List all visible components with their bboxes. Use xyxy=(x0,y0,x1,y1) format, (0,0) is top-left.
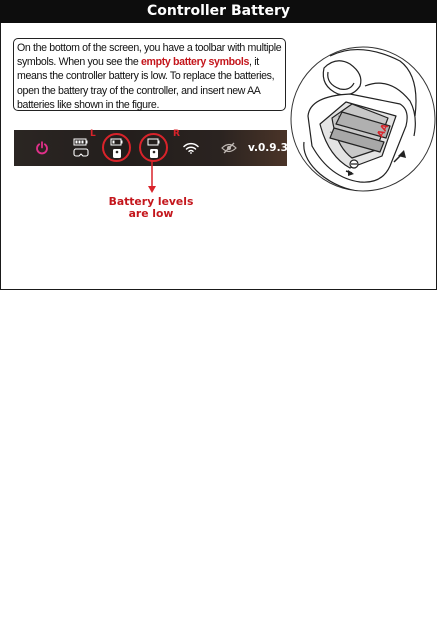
wifi-icon xyxy=(182,130,200,166)
annotation-line-2: are low xyxy=(128,207,174,220)
battery-low-annotation xyxy=(101,196,201,220)
controller-battery-tray-illustration xyxy=(290,46,436,192)
callout-text-after: , it means the controller battery is low. To replace the batteries, open the battery tray of the controller, and insert new AA batteries like shown in the figure. xyxy=(17,56,275,111)
eye-tracking-off-icon xyxy=(220,130,238,166)
arrow-down-icon xyxy=(146,161,158,195)
page-title: Controller Battery xyxy=(0,0,437,23)
power-icon xyxy=(33,130,51,166)
callout-text-before: On the bottom of the screen, you have a toolbar with multiple symbols. When you see the xyxy=(17,42,282,69)
right-battery-highlight-ring xyxy=(139,133,168,162)
aa-battery-label: AA xyxy=(375,122,392,140)
callout-highlight: empty battery symbols xyxy=(140,56,250,69)
left-battery-highlight-ring xyxy=(102,133,131,162)
left-controller-label: L xyxy=(90,129,96,139)
version-label: v.0.9.3 xyxy=(248,142,288,154)
headset-battery-icon xyxy=(70,130,92,166)
right-controller-label: R xyxy=(173,129,180,139)
instruction-callout xyxy=(13,38,286,111)
annotation-line-1: Battery levels xyxy=(108,195,194,208)
